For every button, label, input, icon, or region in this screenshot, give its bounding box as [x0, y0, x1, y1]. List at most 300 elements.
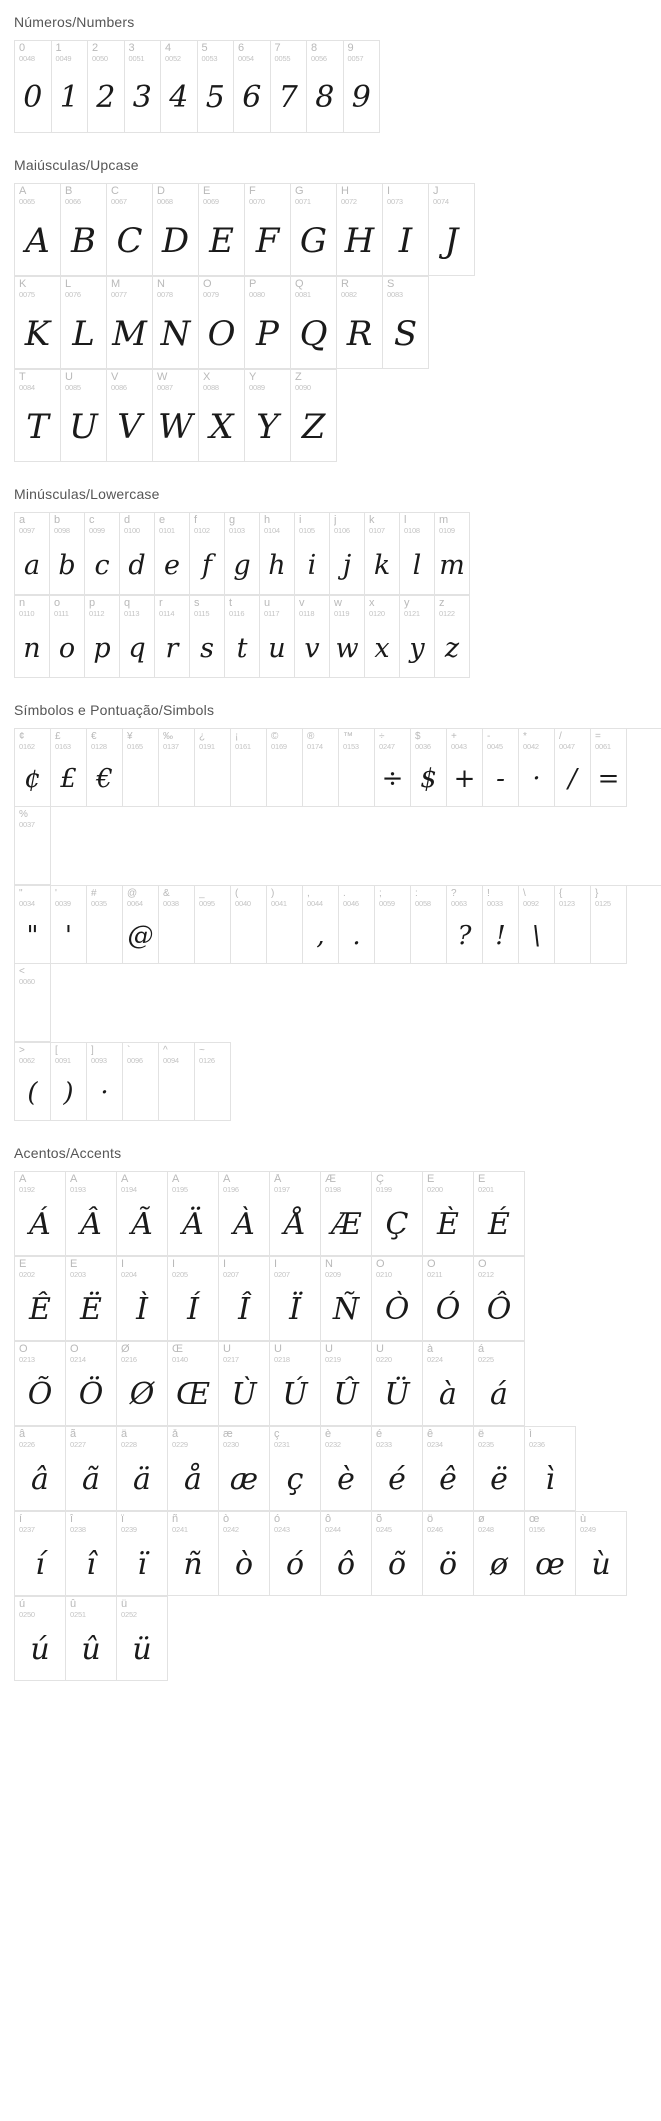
glyph-cell[interactable] [51, 886, 87, 964]
glyph-header [52, 41, 88, 63]
section-title: Acentos/Accents [14, 1145, 122, 1161]
glyph-char-label: © [271, 731, 279, 742]
glyph-header [383, 277, 428, 299]
glyph-code-label: 0099 [89, 526, 105, 535]
glyph-cell[interactable] [117, 1257, 168, 1341]
glyph-header [372, 1427, 422, 1449]
glyph-cell[interactable] [195, 1043, 231, 1121]
glyph-cell[interactable] [321, 1512, 372, 1596]
glyph-char-label: ¡ [235, 731, 239, 742]
glyph-cell[interactable] [576, 1512, 627, 1596]
glyph-cell[interactable] [66, 1342, 117, 1426]
glyph-code-label: 0123 [559, 899, 575, 908]
glyph-cell[interactable] [117, 1597, 168, 1681]
glyph-char-label: = [595, 731, 601, 742]
glyph-header [120, 596, 154, 618]
glyph-code-label: 0203 [70, 1270, 86, 1279]
glyph-cell[interactable] [195, 886, 231, 964]
glyph-cell[interactable] [372, 1342, 423, 1426]
glyph-cell[interactable] [61, 277, 107, 369]
glyph-preview: C [116, 221, 143, 261]
glyph-code-label: 0249 [580, 1525, 596, 1534]
glyph-code-label: 0093 [91, 1056, 107, 1065]
glyph-char-label: w [334, 598, 342, 609]
glyph-code-label: 0037 [19, 820, 35, 829]
glyph-cell[interactable] [219, 1427, 270, 1511]
glyph-code-label: 0199 [376, 1185, 392, 1194]
glyph-cell[interactable] [195, 729, 231, 807]
glyph-preview: w [335, 632, 359, 664]
glyph-char-label: , [307, 888, 310, 899]
glyph-cell[interactable] [87, 729, 123, 807]
glyph-header [474, 1342, 524, 1364]
glyph-cell[interactable] [400, 513, 435, 595]
glyph-cell[interactable] [321, 1427, 372, 1511]
glyph-cell[interactable] [411, 729, 447, 807]
glyph-cell[interactable] [270, 1427, 321, 1511]
glyph-char-label: 5 [201, 43, 208, 54]
glyph-cell[interactable] [168, 1172, 219, 1256]
glyph-preview: ú [30, 1632, 50, 1667]
glyph-cell[interactable] [372, 1257, 423, 1341]
glyph-cell[interactable] [423, 1427, 474, 1511]
glyph-cell[interactable] [61, 184, 107, 276]
glyph-char-label: Y [249, 372, 257, 383]
section-upper [0, 143, 661, 462]
glyph-cell[interactable] [15, 1043, 51, 1121]
glyph-preview: · [532, 764, 541, 794]
glyph-header [153, 370, 198, 392]
glyph-cell[interactable] [375, 729, 411, 807]
glyph-cell[interactable] [117, 1512, 168, 1596]
glyph-char-label: g [229, 515, 236, 526]
glyph-cell[interactable] [519, 886, 555, 964]
glyph-header [270, 1257, 320, 1279]
glyph-cell[interactable] [125, 41, 162, 133]
glyph-cell[interactable] [117, 1427, 168, 1511]
glyph-cell[interactable] [15, 1172, 66, 1256]
glyph-preview: J [444, 221, 459, 261]
glyph-cell[interactable] [321, 1257, 372, 1341]
glyph-header [117, 1257, 167, 1279]
glyph-preview: M [112, 314, 147, 354]
glyph-preview: / [568, 764, 577, 794]
glyph-cell[interactable] [15, 41, 52, 133]
glyph-cell[interactable] [291, 277, 337, 369]
glyph-char-label: é [376, 1429, 383, 1440]
glyph-code-label: 0251 [70, 1610, 86, 1619]
glyph-cell[interactable] [225, 513, 260, 595]
glyph-cell[interactable] [435, 596, 470, 678]
glyph-cell[interactable] [117, 1342, 168, 1426]
glyph-preview: d [128, 549, 146, 581]
glyph-preview: Ô [486, 1292, 512, 1327]
glyph-char-label: i [299, 515, 302, 526]
glyph-cell[interactable] [15, 596, 50, 678]
glyph-cell[interactable] [155, 596, 190, 678]
glyph-row [14, 512, 470, 595]
glyph-cell[interactable] [591, 886, 627, 964]
glyph-preview: ' [64, 921, 73, 951]
glyph-code-label: 0095 [199, 899, 215, 908]
glyph-code-label: 0035 [91, 899, 107, 908]
glyph-header [423, 1512, 473, 1534]
glyph-code-label: 0076 [65, 290, 81, 299]
glyph-preview: Í [187, 1292, 199, 1327]
glyph-cell[interactable] [107, 277, 153, 369]
glyph-cell[interactable] [107, 184, 153, 276]
glyph-cell[interactable] [375, 886, 411, 964]
glyph-char-label: E [203, 186, 211, 197]
glyph-code-label: 0107 [369, 526, 385, 535]
glyph-char-label: 7 [274, 43, 281, 54]
glyph-cell[interactable] [15, 370, 61, 462]
glyph-header [15, 184, 60, 206]
glyph-cell[interactable] [15, 1597, 66, 1681]
glyph-header [225, 513, 259, 535]
glyph-cell[interactable] [245, 184, 291, 276]
glyph-cell[interactable] [219, 1512, 270, 1596]
glyph-cell[interactable] [383, 277, 429, 369]
glyph-header [219, 1512, 269, 1534]
glyph-header [365, 513, 399, 535]
glyph-cell[interactable] [270, 1257, 321, 1341]
glyph-char-label: à [427, 1344, 434, 1355]
glyph-preview: 9 [351, 80, 371, 115]
glyph-cell[interactable] [168, 1427, 219, 1511]
glyph-code-label: 0119 [334, 609, 350, 618]
glyph-cell[interactable] [66, 1172, 117, 1256]
glyph-cell[interactable] [219, 1342, 270, 1426]
glyph-cell[interactable] [168, 1342, 219, 1426]
glyph-cell[interactable] [344, 41, 381, 133]
glyph-code-label: 0245 [376, 1525, 392, 1534]
glyph-header [321, 1172, 371, 1194]
glyph-cell[interactable] [159, 729, 195, 807]
glyph-cell[interactable] [231, 886, 267, 964]
glyph-code-label: 0105 [299, 526, 315, 535]
glyph-cell[interactable] [231, 729, 267, 807]
glyph-char-label: o [54, 598, 61, 609]
glyph-cell[interactable] [483, 729, 519, 807]
glyph-cell[interactable] [85, 596, 120, 678]
glyph-cell[interactable] [51, 729, 87, 807]
glyph-cell[interactable] [123, 886, 159, 964]
glyph-preview [195, 908, 230, 964]
glyph-char-label: Ø [121, 1344, 130, 1355]
glyph-char-label: Ú [274, 1344, 282, 1355]
glyph-header [555, 886, 590, 908]
glyph-code-label: 0065 [19, 197, 35, 206]
glyph-cell[interactable] [120, 596, 155, 678]
glyph-cell[interactable] [474, 1427, 525, 1511]
glyph-header [87, 1043, 122, 1065]
glyph-cell[interactable] [155, 513, 190, 595]
glyph-char-label: u [264, 598, 271, 609]
glyph-cell[interactable] [199, 370, 245, 462]
glyph-cell[interactable] [365, 596, 400, 678]
glyph-header [107, 277, 152, 299]
glyph-char-label: U [65, 372, 73, 383]
glyph-cell[interactable] [15, 886, 51, 964]
glyph-cell[interactable] [234, 41, 271, 133]
glyph-char-label: x [369, 598, 375, 609]
glyph-cell[interactable] [270, 1172, 321, 1256]
glyph-cell[interactable] [85, 513, 120, 595]
glyph-cell[interactable] [52, 41, 89, 133]
glyph-cell[interactable] [190, 513, 225, 595]
glyph-cell[interactable] [260, 596, 295, 678]
glyph-preview: É [488, 1207, 510, 1242]
glyph-cell[interactable] [519, 729, 555, 807]
glyph-cell[interactable] [330, 513, 365, 595]
glyph-char-label: œ [529, 1514, 540, 1525]
glyph-code-label: 0057 [347, 54, 364, 63]
glyph-cell[interactable] [447, 886, 483, 964]
glyph-cell[interactable] [474, 1342, 525, 1426]
glyph-cell[interactable] [15, 964, 51, 1042]
glyph-cell[interactable] [365, 513, 400, 595]
glyph-cell[interactable] [66, 1512, 117, 1596]
glyph-cell[interactable] [270, 1342, 321, 1426]
glyph-char-label: } [595, 888, 599, 899]
glyph-code-label: 0111 [54, 609, 69, 618]
glyph-cell[interactable] [372, 1172, 423, 1256]
glyph-cell[interactable] [161, 41, 198, 133]
glyph-cell[interactable] [303, 729, 339, 807]
glyph-cell[interactable] [190, 596, 225, 678]
glyph-cell[interactable] [245, 277, 291, 369]
glyph-char-label: ó [274, 1514, 281, 1525]
glyph-header [474, 1257, 524, 1279]
glyph-cell[interactable] [15, 1342, 66, 1426]
glyph-cell[interactable] [270, 1512, 321, 1596]
glyph-char-label: ë [478, 1429, 485, 1440]
glyph-cell[interactable] [66, 1427, 117, 1511]
glyph-cell[interactable] [123, 1043, 159, 1121]
glyph-cell[interactable] [61, 370, 107, 462]
glyph-cell[interactable] [159, 886, 195, 964]
glyph-cell[interactable] [321, 1172, 372, 1256]
glyph-cell[interactable] [291, 370, 337, 462]
glyph-cell[interactable] [15, 1257, 66, 1341]
glyph-cell[interactable] [295, 513, 330, 595]
glyph-cell[interactable] [123, 729, 159, 807]
glyph-cell[interactable] [423, 1172, 474, 1256]
glyph-cell[interactable] [330, 596, 365, 678]
glyph-cell[interactable] [15, 729, 51, 807]
glyph-cell[interactable] [400, 596, 435, 678]
glyph-char-label: Ä [172, 1174, 180, 1185]
glyph-char-label: D [157, 186, 165, 197]
glyph-preview [159, 751, 194, 807]
glyph-row [14, 276, 429, 369]
glyph-preview: Ö [78, 1377, 104, 1412]
glyph-char-label: ! [487, 888, 490, 899]
glyph-code-label: 0070 [249, 197, 265, 206]
glyph-code-label: 0248 [478, 1525, 494, 1534]
glyph-cell[interactable] [337, 184, 383, 276]
glyph-char-label: P [249, 279, 257, 290]
glyph-cell[interactable] [15, 1512, 66, 1596]
glyph-code-label: 0116 [229, 609, 245, 618]
glyph-header [15, 1172, 65, 1194]
glyph-cell[interactable] [339, 886, 375, 964]
glyph-char-label: Z [295, 372, 302, 383]
glyph-cell[interactable] [15, 807, 51, 885]
glyph-char-label: è [325, 1429, 332, 1440]
glyph-cell[interactable] [525, 1427, 576, 1511]
glyph-code-label: 0205 [172, 1270, 188, 1279]
glyph-cell[interactable] [423, 1342, 474, 1426]
glyph-char-label: Í [172, 1259, 176, 1270]
glyph-code-label: 0110 [19, 609, 35, 618]
glyph-header [231, 886, 266, 908]
glyph-row [14, 369, 337, 462]
glyph-cell[interactable] [66, 1257, 117, 1341]
glyph-cell[interactable] [260, 513, 295, 595]
glyph-cell[interactable] [291, 184, 337, 276]
glyph-cell[interactable] [429, 184, 475, 276]
glyph-cell[interactable] [339, 729, 375, 807]
glyph-code-label: 0063 [451, 899, 467, 908]
section-sym [0, 688, 661, 1121]
glyph-cell[interactable] [267, 886, 303, 964]
glyph-code-label: 0239 [121, 1525, 137, 1534]
glyph-cell[interactable] [198, 41, 235, 133]
glyph-code-label: 0098 [54, 526, 70, 535]
glyph-cell[interactable] [525, 1512, 576, 1596]
glyph-cell[interactable] [199, 184, 245, 276]
glyph-cell[interactable] [307, 41, 344, 133]
glyph-preview: c [94, 549, 110, 581]
glyph-cell[interactable] [15, 277, 61, 369]
glyph-preview: È [437, 1207, 459, 1242]
glyph-header [383, 184, 428, 206]
glyph-char-label: ) [271, 888, 275, 899]
glyph-cell[interactable] [372, 1512, 423, 1596]
glyph-cell[interactable] [51, 1043, 87, 1121]
glyph-preview: Z [301, 407, 326, 447]
glyph-cell[interactable] [295, 596, 330, 678]
glyph-code-label: 0077 [111, 290, 127, 299]
glyph-cell[interactable] [15, 513, 50, 595]
glyph-header [270, 1172, 320, 1194]
glyph-cell[interactable] [555, 729, 591, 807]
glyph-char-label: t [229, 598, 233, 609]
glyph-code-label: 0066 [65, 197, 81, 206]
glyph-cell[interactable] [219, 1257, 270, 1341]
glyph-cell[interactable] [435, 513, 470, 595]
glyph-cell[interactable] [591, 729, 627, 807]
glyph-cell[interactable] [88, 41, 125, 133]
glyph-header [483, 729, 518, 751]
glyph-preview: Ò [384, 1292, 410, 1327]
glyph-cell[interactable] [15, 184, 61, 276]
glyph-cell[interactable] [423, 1512, 474, 1596]
glyph-cell[interactable] [50, 596, 85, 678]
glyph-code-label: 0140 [172, 1355, 188, 1364]
glyph-cell[interactable] [168, 1257, 219, 1341]
glyph-header [15, 886, 50, 908]
glyph-cell[interactable] [474, 1172, 525, 1256]
glyph-preview [591, 908, 626, 964]
glyph-row [14, 1341, 525, 1426]
glyph-preview [123, 751, 158, 807]
glyph-preview: Ü [384, 1377, 410, 1412]
glyph-cell[interactable] [87, 886, 123, 964]
glyph-cell[interactable] [219, 1172, 270, 1256]
glyph-cell[interactable] [447, 729, 483, 807]
glyph-char-label: f [194, 515, 198, 526]
glyph-cell[interactable] [271, 41, 308, 133]
glyph-cell[interactable] [120, 513, 155, 595]
glyph-cell[interactable] [168, 1512, 219, 1596]
glyph-cell[interactable] [153, 184, 199, 276]
glyph-cell[interactable] [383, 184, 429, 276]
glyph-code-label: 0247 [379, 742, 395, 751]
glyph-cell[interactable] [66, 1597, 117, 1681]
glyph-preview: r [165, 632, 179, 664]
glyph-code-label: 0064 [127, 899, 143, 908]
glyph-header [168, 1512, 218, 1534]
glyph-cell[interactable] [337, 277, 383, 369]
glyph-cell[interactable] [87, 1043, 123, 1121]
glyph-code-label: 0049 [55, 54, 72, 63]
glyph-header [117, 1342, 167, 1364]
glyph-code-label: 0040 [235, 899, 251, 908]
glyph-cell[interactable] [423, 1257, 474, 1341]
glyph-char-label: r [159, 598, 163, 609]
glyph-cell[interactable] [153, 370, 199, 462]
glyph-code-label: 0228 [121, 1440, 137, 1449]
glyph-header [245, 370, 290, 392]
glyph-code-label: 0196 [223, 1185, 239, 1194]
glyph-cell[interactable] [555, 886, 591, 964]
glyph-preview: b [58, 549, 76, 581]
glyph-cell[interactable] [474, 1257, 525, 1341]
glyph-cell[interactable] [159, 1043, 195, 1121]
glyph-cell[interactable] [225, 596, 260, 678]
glyph-cell[interactable] [411, 886, 447, 964]
glyph-cell[interactable] [372, 1427, 423, 1511]
glyph-cell[interactable] [267, 729, 303, 807]
glyph-cell[interactable] [153, 277, 199, 369]
glyph-preview: P [256, 314, 279, 354]
glyph-header [15, 277, 60, 299]
glyph-header [50, 596, 84, 618]
glyph-header [195, 886, 230, 908]
glyph-preview: f [202, 549, 212, 581]
glyph-cell[interactable] [321, 1342, 372, 1426]
glyph-cell[interactable] [474, 1512, 525, 1596]
glyph-char-label: _ [199, 888, 205, 899]
glyph-code-label: 0197 [274, 1185, 290, 1194]
glyph-cell[interactable] [117, 1172, 168, 1256]
glyph-preview: 7 [278, 80, 298, 115]
glyph-cell[interactable] [15, 1427, 66, 1511]
glyph-cell[interactable] [50, 513, 85, 595]
glyph-cell[interactable] [303, 886, 339, 964]
glyph-char-label: ö [427, 1514, 434, 1525]
glyph-code-label: 0034 [19, 899, 35, 908]
glyph-char-label: A [19, 186, 27, 197]
glyph-cell[interactable] [107, 370, 153, 462]
glyph-cell[interactable] [483, 886, 519, 964]
glyph-header [66, 1342, 116, 1364]
glyph-cell[interactable] [199, 277, 245, 369]
glyph-cell[interactable] [245, 370, 291, 462]
